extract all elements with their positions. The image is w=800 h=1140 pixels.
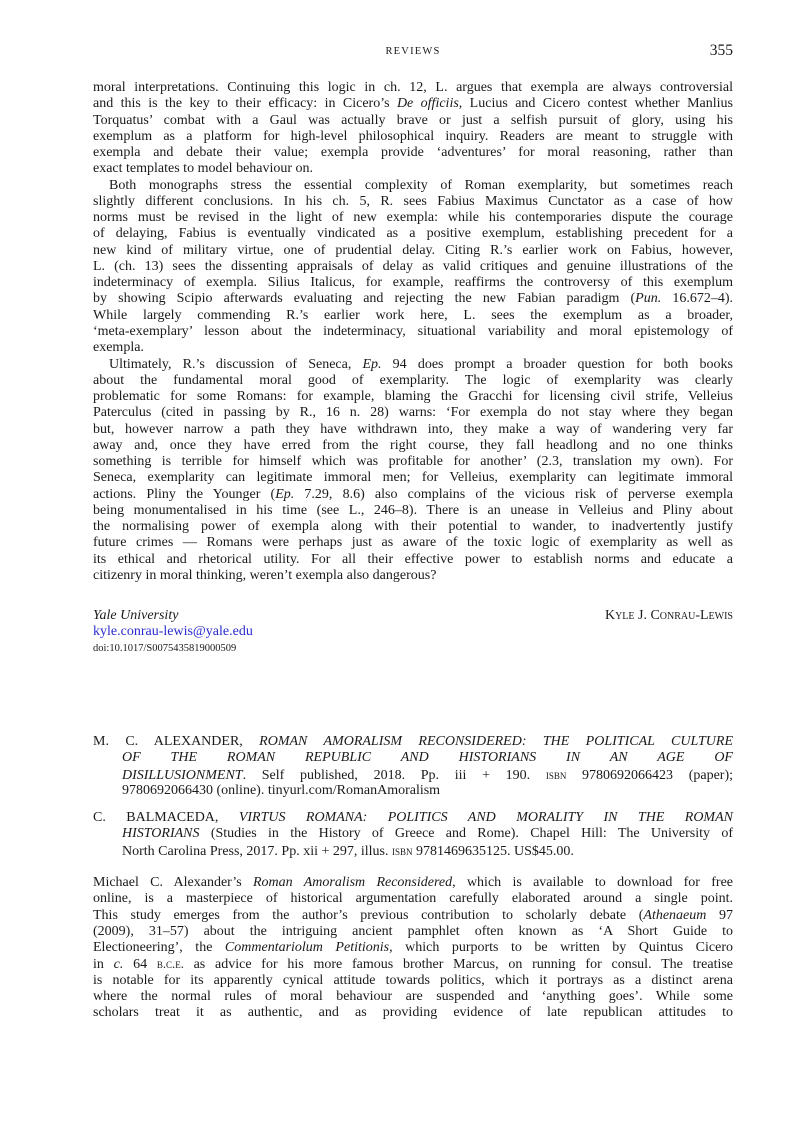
text-segment: (2009), 31–57) about the intriguing ancient pamphlet often known as ‘A Short Guide to — [93, 923, 733, 939]
text-line — [93, 129, 733, 145]
author-institution: Yale University — [93, 608, 179, 623]
text-segment: exemplum as a platform for high-level philosophical inquiry. Readers are meant to struggle with — [93, 128, 733, 144]
text-segment: 64 — [123, 957, 157, 973]
text-segment: Electioneering’, the — [93, 940, 225, 956]
italic-text: Roman Amoralism Reconsidered — [253, 875, 453, 890]
text-line — [93, 291, 733, 307]
text-segment: norms must be revised in the light of new exempla: while his contemporaries dispute the courage — [93, 210, 733, 226]
text-line — [93, 422, 733, 438]
text-segment: its ethical and rhetorical utility. For all their effective power to establish norms and educate a — [93, 551, 733, 567]
text-line — [93, 973, 733, 989]
text-segment: in — [93, 957, 114, 973]
italic-text: VIRTUS ROMANA: POLITICS AND MORALITY IN THE ROMAN — [238, 810, 733, 825]
text-line — [93, 956, 733, 972]
text-segment: problematic for some Romans: for example, blaming the Gracchi for licensing civil strife, Velleius — [93, 389, 733, 405]
text-line — [93, 875, 733, 891]
italic-text: Athenaeum — [643, 907, 707, 923]
text-line — [93, 891, 733, 907]
text-line — [93, 908, 733, 924]
text-line — [93, 373, 733, 389]
text-segment: actions. Pliny the Younger ( — [93, 486, 276, 502]
small-caps-text: isbn — [545, 767, 567, 782]
text-segment: where the normal rules of moral behaviour are suspended and ‘anything goes’. While some — [93, 988, 733, 1004]
running-head — [93, 44, 733, 62]
text-line — [93, 405, 733, 421]
text-segment: exempla and debate their value; exempla provide ‘adventures’ for moral reasoning, rather than — [93, 145, 733, 161]
text-line — [93, 145, 733, 161]
text-segment: as advice for his more famous brother Marcus, on running for consul. The treatise — [183, 957, 734, 973]
text-line — [93, 470, 733, 486]
book-reference-balmaceda — [93, 810, 733, 859]
text-segment: future crimes — Romans were perhaps just as aware of the toxic logic of exemplarity as well as — [93, 535, 733, 551]
text-line — [93, 535, 733, 551]
text-segment: online, is a masterpiece of historical argumentation carefully elaborated around a single point. — [93, 891, 733, 907]
text-line — [93, 308, 733, 324]
text-segment: something is terrible for himself which was profitable for another’ (2.3, translation my own). For — [93, 454, 733, 470]
text-segment: about the fundamental moral good of exemplarity. The logic of exemplarity was clearly — [93, 372, 733, 388]
italic-text: Commentariolum Petitionis — [224, 940, 390, 956]
section-title: REVIEWS — [385, 46, 441, 57]
text-segment: 97 — [706, 907, 734, 923]
italic-text: Ep. — [362, 356, 382, 372]
text-line — [93, 487, 733, 503]
italic-text: Pun. — [635, 291, 662, 307]
text-line — [93, 783, 733, 799]
text-segment: Paterculus (cited in passing by R., 16 n. 28) warns: ‘For exempla do not stay where they began — [93, 405, 733, 421]
text-segment: indeterminacy of exempla. Silius Italicus, for example, reaffirms the controversy of this exemplum — [93, 275, 733, 291]
small-caps-text: b.c.e. — [156, 957, 184, 972]
text-segment: , which is available to download for free — [452, 875, 733, 890]
text-segment: This study emerges from the author’s previous contribution to scholarly debate ( — [93, 907, 644, 923]
text-segment: new kind of military virtue, one of prudential delay. Citing R.’s earlier work on Fabius, however, — [93, 242, 733, 258]
review-2-body — [93, 875, 733, 1021]
text-line — [93, 194, 733, 210]
text-line — [93, 940, 733, 956]
text-segment: , which purports to be written by Quintus Cicero — [389, 940, 733, 956]
text-segment: by showing Scipio afterwards evaluating and rejecting the new Fabian paradigm ( — [93, 291, 636, 307]
text-line — [93, 767, 733, 783]
text-segment: C. BALMACEDA, — [93, 810, 239, 825]
text-segment: (Studies in the History of Greece and Rome). Chapel Hill: The University of — [199, 826, 733, 842]
text-line — [93, 357, 733, 373]
text-segment: citizenry in moral thinking, weren’t exempla also dangerous? — [93, 567, 437, 583]
text-segment: away and, once they have erred from the right course, they fall headlong and no one thinks — [93, 437, 733, 453]
text-segment: moral interpretations. Continuing this logic in ch. 12, L. argues that exempla are always controversial — [93, 80, 733, 95]
text-line — [93, 734, 733, 750]
text-segment: Both monographs stress the essential complexity of Roman exemplarity, but sometimes reach — [109, 177, 733, 193]
text-line — [93, 454, 733, 470]
italic-text: DISILLUSIONMENT — [122, 767, 243, 783]
review-body — [93, 80, 733, 584]
text-segment: Ultimately, R.’s discussion of Seneca, — [109, 356, 363, 372]
italic-text: HISTORIANS — [122, 826, 200, 842]
text-line — [93, 275, 733, 291]
text-segment: scholars treat it as authentic, and as providing evidence of late republican attitudes to — [93, 1005, 733, 1021]
text-segment: slightly different conclusions. In his ch. 5, R. sees Fabius Maximus Cunctator as a case of how — [93, 193, 733, 209]
text-line — [93, 161, 733, 177]
text-line — [93, 178, 733, 194]
italic-text: ROMAN AMORALISM RECONSIDERED: THE POLITICAL CULTURE — [259, 734, 733, 749]
text-segment: Seneca, exemplarity can legitimate immoral men; for Velleius, exemplarity can legitimate immoral — [93, 470, 733, 486]
text-segment: M. C. ALEXANDER, — [93, 734, 260, 749]
text-line — [93, 552, 733, 568]
text-line — [93, 750, 733, 766]
text-line — [93, 438, 733, 454]
book-reference-alexander — [93, 734, 733, 799]
small-caps-text: isbn — [392, 843, 413, 858]
text-segment: 9780692066430 (online). tinyurl.com/RomanAmoralism — [122, 782, 441, 798]
text-segment: of delaying, Fabius is eventually vindicated as a positive exemplum, establishing precedent for a — [93, 226, 733, 242]
text-line — [93, 340, 733, 356]
text-segment: L. (ch. 13) sees the dissenting appraisals of delay as valid critiques and genuine illustrations of the — [93, 258, 733, 274]
text-segment: 16.672–4). — [661, 291, 733, 307]
text-segment: ‘meta-exemplary’ lesson about the indeterminacy, situational variability and moral epistemology of — [93, 323, 733, 339]
text-segment: Michael C. Alexander’s — [93, 875, 253, 890]
text-segment: being monumentalised in his time (see L., 246–8). There is an unease in Velleius and Pliny about — [93, 502, 733, 518]
text-line — [93, 503, 733, 519]
text-segment: is notable for its apparently cynical attitude towards politics, which it portrays as a distinct arena — [93, 972, 733, 988]
text-line — [93, 243, 733, 259]
review-author: Kyle J. Conrau-Lewis — [604, 608, 733, 623]
text-line — [93, 843, 733, 859]
text-segment: the normalising power of exempla along with their potential to wander, to inadvertently justify — [93, 519, 733, 535]
text-segment: exact templates to model behaviour on. — [93, 161, 314, 177]
text-line — [93, 113, 733, 129]
text-segment: 9781469635125. US$45.00. — [412, 843, 574, 859]
text-line — [93, 924, 733, 940]
page-number: 355 — [709, 42, 733, 59]
text-segment: . Self published, 2018. Pp. iii + 190. — [242, 767, 546, 783]
text-line — [93, 324, 733, 340]
text-segment: Torquatus’ combat with a Gaul was actually brave or just a selfish pursuit of glory, using his — [93, 112, 733, 128]
text-segment: , Lucius and Cicero contest whether Manlius — [458, 96, 733, 112]
text-segment: but, however narrow a path they have withdrawn into, they make a way of wandering very far — [93, 421, 733, 437]
text-line — [93, 226, 733, 242]
italic-text: De officiis — [396, 96, 459, 112]
text-line — [93, 826, 733, 842]
doi: doi:10.1017/S0075435819000509 — [93, 642, 237, 654]
text-segment: While largely commending R.’s earlier work here, L. sees the exemplum as a broader, — [93, 307, 733, 323]
italic-text: c. — [113, 957, 124, 973]
text-segment: exempla. — [93, 340, 144, 356]
text-line — [93, 1005, 733, 1021]
text-line — [93, 989, 733, 1005]
text-segment: 7.29, 8.6) also complains of the vicious risk of perverse exempla — [294, 486, 733, 502]
text-segment: 9780692066423 (paper); — [566, 767, 733, 783]
text-line — [93, 568, 733, 584]
text-line — [93, 810, 733, 826]
text-line — [93, 389, 733, 405]
italic-text: OF THE ROMAN REPUBLIC AND HISTORIANS IN AN AGE OF — [122, 750, 733, 766]
text-segment: 94 does prompt a broader question for both books — [381, 356, 733, 372]
text-line — [93, 80, 733, 96]
text-line — [93, 519, 733, 535]
italic-text: Ep. — [275, 486, 295, 502]
text-segment: and this is the key to their efficacy: in Cicero’s — [93, 96, 397, 112]
text-line — [93, 96, 733, 112]
text-line — [93, 259, 733, 275]
author-email-link[interactable]: kyle.conrau-lewis@yale.edu — [93, 624, 253, 640]
text-line — [93, 210, 733, 226]
text-segment: North Carolina Press, 2017. Pp. xii + 297, illus. — [122, 843, 393, 859]
review-signature — [93, 608, 733, 657]
